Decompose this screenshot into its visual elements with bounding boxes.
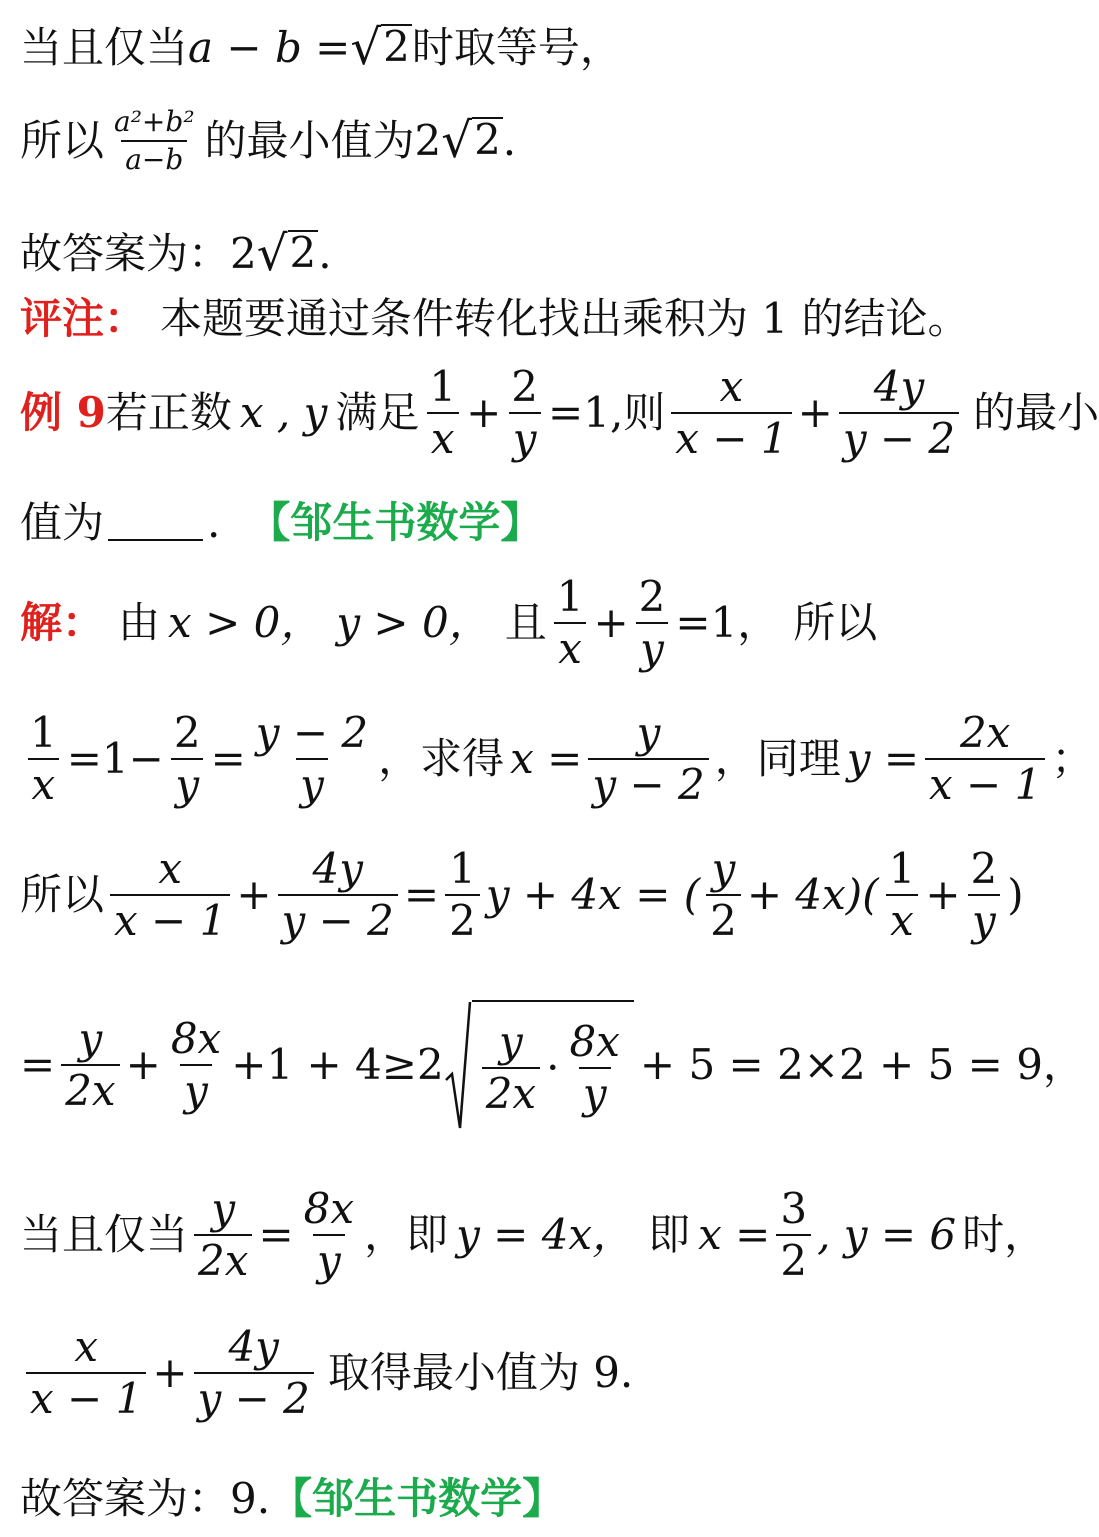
operator: =	[403, 870, 440, 919]
denominator: y − 2	[588, 758, 708, 806]
fraction	[167, 1014, 225, 1115]
denominator: y	[968, 894, 1000, 942]
numerator: a²+b²	[114, 105, 195, 138]
denominator: x − 1	[110, 894, 230, 942]
text: 时，	[962, 1210, 1047, 1259]
numerator: 8x	[303, 1184, 355, 1233]
denominator: x	[427, 412, 459, 460]
operator: =	[258, 1210, 294, 1259]
operator: +	[152, 1348, 188, 1397]
text: 所以	[793, 598, 878, 647]
fraction	[26, 708, 61, 809]
numerator: 1	[30, 708, 57, 757]
text: .	[207, 498, 221, 547]
text: 的最小	[973, 388, 1099, 437]
text: 当且仅当	[20, 1210, 189, 1259]
line-example-9	[20, 362, 1099, 463]
fraction	[967, 844, 1002, 945]
operator: +	[236, 870, 272, 919]
text: .	[502, 116, 517, 165]
operator: +	[593, 598, 629, 647]
numerator: 2	[511, 362, 539, 411]
numerator: 2	[173, 708, 201, 757]
line-comment	[20, 294, 1070, 343]
numerator: 4y	[228, 1322, 279, 1371]
math-expr: x =	[698, 1210, 771, 1259]
fraction	[885, 844, 920, 945]
fraction	[278, 844, 398, 945]
text: 故答案为：2	[20, 229, 257, 279]
denominator: y	[180, 1064, 212, 1112]
line-min-value	[20, 105, 1070, 176]
denominator: x	[886, 894, 918, 942]
fraction	[776, 1184, 811, 1285]
example-label: 例 9	[20, 388, 106, 437]
math-expr: y = 4x，	[456, 1210, 635, 1259]
numerator: 1	[449, 844, 476, 893]
math-expr: y > 0，	[336, 598, 491, 647]
line-conclusion	[20, 1322, 1070, 1423]
denominator: x − 1	[925, 758, 1045, 806]
text: 即	[648, 1210, 691, 1259]
denominator: 2x	[194, 1234, 252, 1282]
line-transform	[20, 844, 1070, 945]
line-derive-xy	[20, 708, 1094, 809]
fraction	[26, 1322, 146, 1423]
source-tag: 【邹生书数学】	[248, 498, 543, 547]
numerator: 2	[970, 844, 998, 893]
numerator: 2x	[959, 708, 1011, 757]
denominator: x	[28, 758, 60, 806]
comment-label: 评注：	[20, 294, 147, 343]
math-expr: y + 4x = (	[485, 870, 701, 919]
denominator: y − 2	[278, 894, 398, 942]
fraction	[445, 844, 480, 945]
numerator: x	[719, 362, 744, 411]
numerator: y	[499, 1017, 523, 1066]
fraction	[706, 844, 741, 945]
text: 所以	[20, 870, 105, 919]
denominator: x − 1	[671, 412, 791, 460]
text: 所以	[20, 116, 105, 165]
operator: =	[20, 1040, 56, 1089]
text: =	[210, 734, 246, 783]
text: =1，	[675, 598, 780, 647]
numerator: y	[211, 1184, 236, 1233]
answer-blank	[108, 505, 203, 541]
denominator: 2x	[61, 1064, 119, 1112]
fraction	[170, 708, 205, 809]
math-expr: , y = 6	[817, 1210, 957, 1259]
operator: ·	[546, 1043, 560, 1092]
fraction	[300, 1184, 358, 1285]
numerator: y	[711, 844, 736, 893]
operator: +	[925, 870, 961, 919]
operator: +	[797, 388, 833, 437]
radical-sign-icon	[444, 1000, 472, 1130]
radicand: 2	[383, 22, 410, 71]
comment-text: 本题要通过条件转化找出乘积为 1 的结论。	[160, 294, 970, 343]
fraction	[553, 572, 588, 673]
fraction	[110, 844, 230, 945]
numerator: 8x	[170, 1014, 222, 1063]
numerator: 1	[888, 844, 916, 893]
fraction	[925, 708, 1045, 809]
fraction	[482, 1017, 540, 1118]
text: 故答案为：9.	[20, 1474, 271, 1523]
solution-label: 解：	[20, 598, 105, 647]
text: .	[318, 229, 332, 279]
denominator: y	[296, 758, 328, 806]
text: )	[1007, 870, 1024, 919]
fraction	[507, 362, 542, 463]
sqrt-expr: √ 2	[256, 226, 317, 282]
text: 且	[504, 598, 547, 647]
fraction	[839, 362, 959, 463]
denominator: 2	[445, 894, 480, 942]
text: 的最小值为2	[204, 116, 442, 165]
numerator: 1	[429, 362, 457, 411]
operator: +	[466, 388, 502, 437]
fraction	[194, 1184, 252, 1285]
denominator: y	[509, 412, 541, 460]
numerator: y	[636, 708, 661, 757]
fraction	[252, 708, 372, 809]
numerator: 3	[780, 1184, 808, 1233]
text: 当且仅当	[20, 23, 189, 73]
math-expr: + 4x)(	[746, 870, 879, 919]
radicand: 2	[289, 228, 317, 277]
denominator: a−b	[121, 140, 187, 174]
sqrt-expr	[444, 1000, 634, 1130]
fraction	[565, 1017, 623, 1118]
operator: +	[125, 1040, 161, 1089]
numerator: 1	[556, 572, 584, 621]
numerator: 4y	[873, 362, 925, 411]
denominator: 2x	[482, 1067, 540, 1115]
text: 值为	[20, 498, 105, 547]
fraction	[425, 362, 460, 463]
math-expr: +1 + 4≥2	[231, 1040, 444, 1089]
math-expr: x =	[510, 734, 583, 783]
text: ；	[1051, 734, 1094, 783]
denominator: y	[313, 1234, 345, 1282]
text: 取得最小值为 9.	[327, 1348, 634, 1397]
denominator: x − 1	[26, 1372, 146, 1420]
line-equality-case	[20, 1184, 1070, 1285]
fraction	[635, 572, 670, 673]
line-answer-2	[20, 1474, 1070, 1523]
radicand: 2	[474, 114, 501, 164]
fraction	[588, 708, 708, 809]
math-expr: + 5 = 2×2 + 5 = 9，	[639, 1040, 1085, 1089]
line-am-gm	[20, 1000, 1085, 1130]
denominator: y	[636, 622, 668, 670]
line-equality-condition	[20, 20, 1070, 76]
math-vars: x , y	[239, 388, 328, 437]
text: ，求得	[378, 734, 505, 783]
sqrt-expr: √ 2	[350, 20, 410, 76]
text: ，即	[364, 1210, 449, 1259]
fraction	[110, 105, 199, 176]
line-answer-1	[20, 226, 1070, 282]
numerator: x	[74, 1322, 98, 1371]
line-blank	[20, 498, 1070, 547]
text: 时取等号，	[411, 23, 622, 73]
denominator: y	[171, 758, 203, 806]
text: =1−	[66, 734, 164, 783]
numerator: 8x	[569, 1017, 620, 1066]
source-tag: 【邹生书数学】	[270, 1474, 565, 1523]
fraction	[61, 1014, 119, 1115]
numerator: y − 2	[255, 708, 369, 757]
text: 满足	[335, 388, 420, 437]
text: 若正数	[105, 388, 232, 437]
numerator: y	[78, 1014, 103, 1063]
denominator: y − 2	[194, 1372, 314, 1420]
math-expr: y =	[846, 734, 920, 783]
math-expr: a − b =	[188, 23, 351, 73]
denominator: 2	[706, 894, 741, 942]
denominator: x	[554, 622, 586, 670]
sqrt-expr: √ 2	[441, 112, 501, 169]
text: =1,则	[548, 388, 666, 437]
numerator: 2	[638, 572, 666, 621]
text: 由	[118, 598, 161, 647]
fraction	[671, 362, 791, 463]
numerator: x	[158, 844, 183, 893]
numerator: 4y	[312, 844, 363, 893]
denominator: y − 2	[839, 412, 959, 460]
denominator: y	[579, 1067, 611, 1115]
text: ，同理	[714, 734, 841, 783]
denominator: 2	[776, 1234, 811, 1282]
fraction	[194, 1322, 314, 1423]
line-solution-start	[20, 572, 1070, 673]
math-expr: x > 0，	[168, 598, 323, 647]
